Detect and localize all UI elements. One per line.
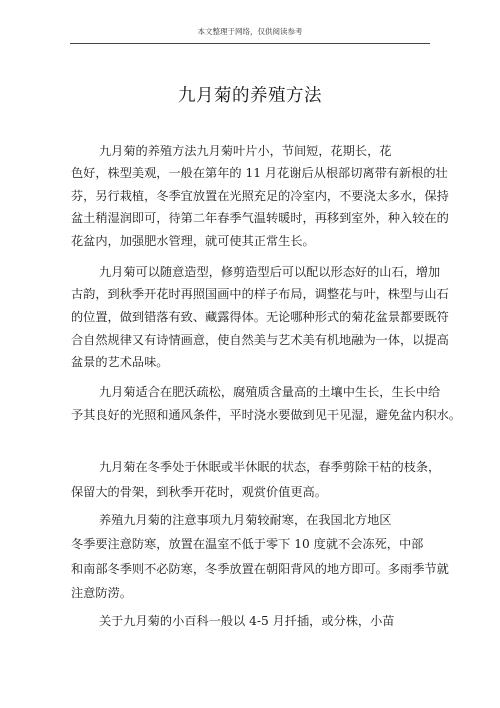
body-line: 合自然规律又有诗情画意，使自然美与艺术美有机地融为一体，以提高 [71, 333, 449, 347]
document-title: 九月菊的养殖方法 [178, 86, 322, 106]
body-line: 养殖九月菊的注意事项九月菊较耐寒，在我国北方地区 [99, 513, 392, 527]
body-line: 保留大的骨架，到秋季开花时，观赏价值更高。 [71, 485, 327, 499]
body-line: 花盆内，加强肥水管理，就可使其正常生长。 [71, 234, 315, 248]
body-line: 九月菊可以随意造型，修剪造型后可以配以形态好的山石，增加 [99, 265, 441, 279]
body-line: 九月菊在冬季处于休眠或半休眠的状态，春季剪除干枯的枝条， [99, 460, 441, 474]
body-line: 注意防涝。 [71, 586, 132, 600]
page-header: 本文整理于网络，仅供阅读参考 [70, 26, 430, 44]
body-line: 冬季要注意防寒，放置在温室不低于零下 10 度就不会冻死，中部 [71, 537, 424, 551]
body-line: 古韵，到秋季开花时再照国画中的样子布局，调整花与叶，株型与山石 [71, 287, 449, 301]
body-line: 九月菊的养殖方法九月菊叶片小，节间短，花期长，花 [99, 144, 392, 158]
body-line: 盆景的艺术品味。 [71, 355, 169, 369]
body-line: 盆土稍湿润即可，待第二年春季气温转暖时，再移到室外，种入较在的 [71, 211, 449, 225]
body-line: 九月菊适合在肥沃疏松，腐殖质含量高的土壤中生长，生长中给 [99, 385, 441, 399]
body-line: 予其良好的光照和通风条件，平时浇水要做到见干见湿，避免盆内积水。 [71, 408, 461, 422]
body-line: 和南部冬季则不必防寒，冬季放置在朝阳背风的地方即可。多雨季节就 [71, 562, 449, 576]
body-line: 色好，株型美观，一般在第年的 11 月花谢后从根部切离带有新根的壮 [71, 166, 448, 180]
body-line: 的位置，做到错落有致、藏露得体。无论哪种形式的菊花盆景都要既符 [71, 310, 449, 324]
body-line: 关于九月菊的小百科一般以 4-5 月扦插，或分株，小苗 [99, 614, 395, 628]
body-line: 芬，另行栽植，冬季宜放置在光照充足的冷室内，不要浇太多水，保持 [71, 189, 449, 203]
